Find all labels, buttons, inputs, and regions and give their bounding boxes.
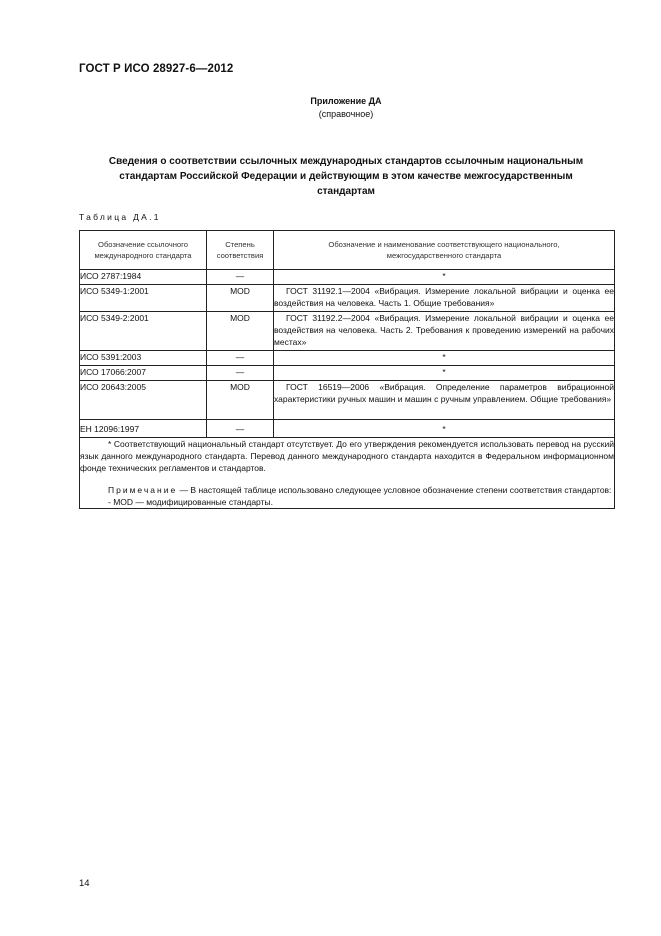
- table-header-row: [80, 231, 615, 270]
- table-row: [80, 312, 615, 351]
- table-row: [80, 351, 615, 366]
- heading-line-1: Сведения о соответствии ссылочных международных стандартов ссылочным национальным: [108, 156, 584, 167]
- document-code: ГОСТ Р ИСО 28927-6—2012: [79, 63, 234, 75]
- cell-national: ГОСТ 31192.1—2004 «Вибрация. Измерение локальной вибрации и оценка ее воздействия на человека. Часть 1. Общие требования»: [274, 285, 615, 312]
- cell-national: *: [274, 420, 615, 438]
- cell-reference: ИСО 20643:2005: [80, 381, 207, 420]
- footnotes-cell: [80, 438, 615, 509]
- footnote-asterisk: * Соответствующий национальный стандарт отсутствует. До его утверждения рекомендуется использовать перевод на русский язык данного международного стандарта. Перевод данного международного стандарта находится в Федеральном информационном фонде технических регламентов и стандартов.: [80, 439, 614, 473]
- cell-national: *: [274, 270, 615, 285]
- cell-national: ГОСТ 31192.2—2004 «Вибрация. Измерение локальной вибрации и оценка ее воздействия на человека. Часть 2. Требования к проведению измерений на рабочих местах»: [274, 312, 615, 351]
- table-footnote-row: [80, 438, 615, 509]
- cell-reference: ИСО 2787:1984: [80, 270, 207, 285]
- correspondence-table: [79, 230, 615, 509]
- appendix-subtitle: (справочное): [318, 109, 374, 119]
- table-row: [80, 270, 615, 285]
- cell-reference: ЕН 12096:1997: [80, 420, 207, 438]
- cell-degree: MOD: [207, 381, 274, 420]
- cell-degree: —: [207, 351, 274, 366]
- header-degree: Степень соответствия: [207, 231, 274, 270]
- table-row: [80, 420, 615, 438]
- table-row: [80, 285, 615, 312]
- appendix-title: Приложение ДА: [310, 96, 382, 106]
- cell-national: *: [274, 366, 615, 381]
- cell-degree: MOD: [207, 285, 274, 312]
- note-item: - MOD — модифицированные стандарты.: [108, 497, 273, 507]
- header-reference-standard: Обозначение ссылочного международного стандарта: [80, 231, 207, 270]
- note-label: Примечание: [108, 485, 178, 495]
- cell-degree: MOD: [207, 312, 274, 351]
- header-national-standard: Обозначение и наименование соответствующего национального, межгосударственного стандарта: [274, 231, 615, 270]
- cell-reference: ИСО 5349-2:2001: [80, 312, 207, 351]
- cell-reference: ИСО 5391:2003: [80, 351, 207, 366]
- cell-degree: —: [207, 420, 274, 438]
- table-caption: Таблица ДА.1: [79, 212, 161, 222]
- cell-reference: ИСО 17066:2007: [80, 366, 207, 381]
- table-note: Примечание — В настоящей таблице использовано следующее условное обозначение степени соответствия стандартов:: [108, 485, 612, 495]
- heading-line-3: стандартам: [317, 186, 375, 197]
- appendix-title-block: [79, 95, 613, 121]
- heading-line-2: стандартам Российской Федерации и действующим в этом качестве межгосударственным: [119, 171, 573, 182]
- cell-degree: —: [207, 270, 274, 285]
- cell-national: ГОСТ 16519—2006 «Вибрация. Определение параметров вибрационной характеристики ручных машин и машин с ручным управлением. Общие требования»: [274, 381, 615, 420]
- page-number: 14: [79, 878, 90, 889]
- cell-national: *: [274, 351, 615, 366]
- cell-reference: ИСО 5349-1:2001: [80, 285, 207, 312]
- section-heading: [79, 154, 613, 199]
- table-row: [80, 366, 615, 381]
- table-row: [80, 381, 615, 420]
- cell-degree: —: [207, 366, 274, 381]
